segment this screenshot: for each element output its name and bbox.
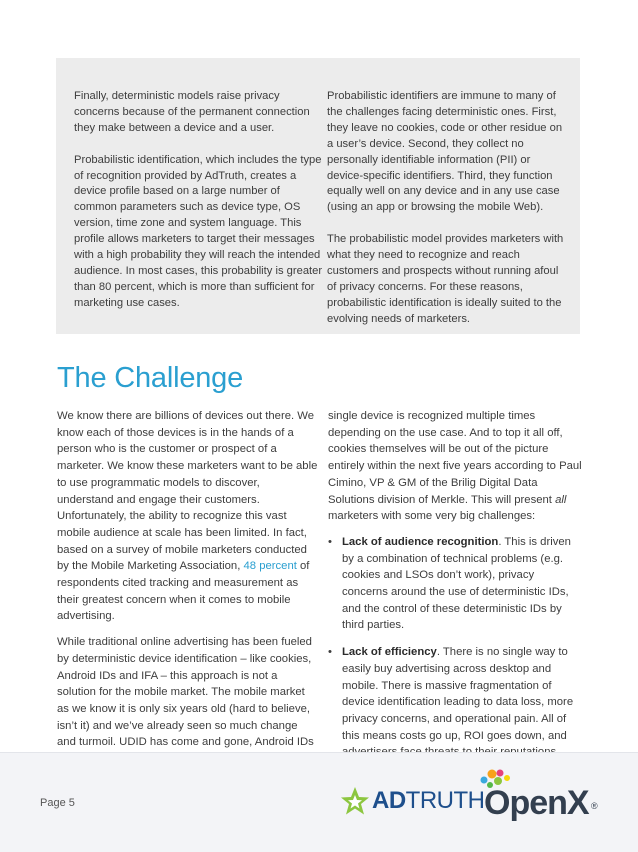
challenge-right-intro [328, 408, 583, 525]
adtruth-truth: TRUTH [405, 787, 485, 814]
challenge-right-column [328, 408, 583, 761]
survey-percent-link[interactable]: 48 percent [243, 560, 297, 573]
intro-right-paragraph-1: Probabilistic identifiers are immune to many of the challenges facing deterministic ones. First, they leave no cookies, code or other residue on a user’s device. Second, they collect no personally identifiable information (PII) or device-specific identifiers. Third, they function equally well on any device and in any use case (using an app or browsing the mobile Web). [327, 90, 563, 214]
challenge-right-intro-b: marketers with some very big challenges: [328, 510, 536, 523]
intro-right-paragraph-2: The probabilistic model provides marketers with what they need to recognize and reach customers and prospects without running afoul of privacy concerns. For these reasons, probabilistic identification is ideally suited to the evolving needs of marketers. [327, 233, 564, 325]
bullet-dot: • [328, 646, 332, 659]
bullet-2-text: . There is no single way to easily buy advertising across desktop and mobile. There is massive fragmentation of device identification leading to data loss, more privacy concerns, and operational pain. All of this means costs go up, ROI goes down, and [342, 646, 574, 742]
intro-left-paragraph-2: Probabilistic identification, which includes the type of recognition provided by AdTruth, creates a device profile based on a large number of common parameters such as device type, OS version, time zone and system language. This profile allows marketers to target their messages with a high probability they will reach the intended audience. In most cases, this probability is greater than 80 percent, which is more than sufficient for marketing use cases. [74, 153, 323, 309]
bullet-1-title: Lack of audience recognition [342, 535, 499, 548]
adtruth-logo [340, 784, 485, 818]
challenge-left-paragraph-2: While traditional online advertising has been fueled by deterministic device identification – like cookies, Android IDs and IFA – this approach is not a solution for the mobile market. The mobile market as we know it is only six years old (hard to believe, isn’t it) and we’ve already seen so much change and turmoil. UDID has come and gone, Android IDs [57, 636, 314, 749]
openx-logo [474, 768, 604, 824]
intro-left-column [74, 89, 324, 312]
adtruth-wordmark [372, 787, 485, 815]
challenge-bullet-list [328, 534, 583, 761]
openx-wordmark: OpenX [484, 784, 589, 822]
registered-mark: ® [591, 801, 598, 811]
star-icon [340, 786, 370, 816]
bullet-dot: • [328, 535, 332, 548]
bullet-audience-recognition [328, 534, 583, 634]
challenge-right-intro-em: all [555, 493, 567, 506]
challenge-left-p1-text-a: We know there are billions of devices out there. We know each of those devices is in the hands of a person who is the customer or prospect of a marketer. We know these marketers want to be able to use programmatic models to discover, understand and engage their customers. Unfortunately, the ability to recognize this vast mobile audience at scale has been limited. In fact, based on a survey of mobile marketers conducted by the Mobile Marketing Association, [57, 410, 318, 573]
section-heading: The Challenge [57, 362, 244, 394]
challenge-left-column [57, 408, 319, 784]
bullet-1-text: . This is driven by a combination of technical problems (e.g. cookies and LSOs don’t work), privacy concerns around the use of deterministic IDs, and the control of these deterministic IDs by third parties. [342, 535, 571, 632]
bullet-efficiency [328, 644, 583, 761]
challenge-left-p1-text-b: of respondents cited tracking and measurement as their greatest concern when it comes to mobile advertising. [57, 560, 310, 623]
adtruth-ad: AD [372, 787, 406, 814]
page-number: Page 5 [40, 797, 75, 809]
bullet-2-title: Lack of efficiency [342, 646, 437, 659]
challenge-right-intro-a: single device is recognized multiple times depending on the use case. And to top it all off, cookies themselves will be out of the picture entirely within the next five years according to Paul Cimino, VP & GM of the Brilig Digital Data Solutions division of Merkle. This will present [328, 410, 582, 506]
challenge-left-paragraph-1 [57, 408, 319, 625]
intro-left-paragraph-1: Finally, deterministic models raise privacy concerns because of the permanent connection they make between a device and a user. [74, 90, 310, 134]
intro-right-column [327, 89, 569, 328]
